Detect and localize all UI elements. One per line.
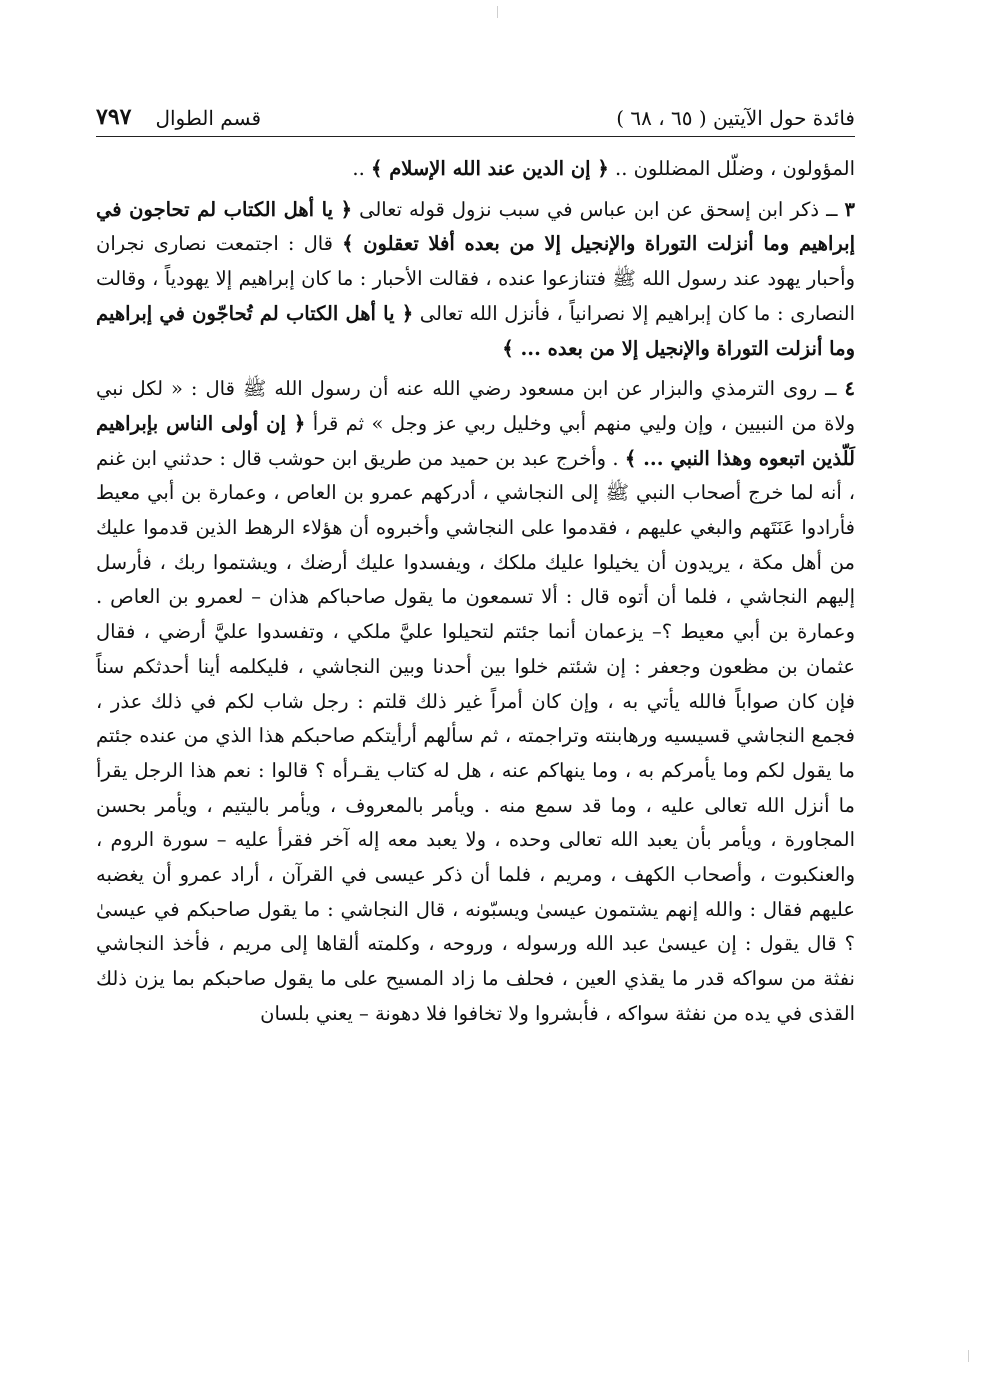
paragraph-2	[96, 193, 855, 367]
page-number: ٧٩٧	[96, 104, 132, 130]
body-text	[96, 152, 855, 1032]
page-header	[96, 96, 855, 130]
header-divider	[96, 136, 855, 137]
scan-mark-bottom	[968, 1350, 969, 1362]
paragraph-2-quote-2: ﴿ يا أهل الكتاب لم تُحاجّون في إبراهيم وما أنزلت التوراة والإنجيل إلا من بعده ... ﴾	[96, 301, 855, 360]
paragraph-1-quote: ﴿ إن الدين عند الله الإسلام ﴾	[371, 157, 609, 180]
paragraph-2-text-a: ــ ذكر ابن إسحق عن ابن عباس في سبب نزول قوله تعالى	[352, 197, 845, 221]
paragraph-2-quote: ﴿ يا أهل الكتاب لم تحاجون في إبراهيم وما أنزلت التوراة والإنجيل إلا من بعده أفلا تعقلون ﴾	[96, 197, 855, 256]
paragraph-1-text-a: المؤولون ، وضلّل المضللون ..	[608, 157, 855, 180]
paragraph-3-quote: ﴿ إن أولى الناس بإبراهيم لَلّذين اتبعوه وهذا النبي ... ﴾	[96, 411, 855, 470]
paragraph-2-number: ٣	[844, 197, 855, 221]
paragraph-3-text-b: . وأخرج عبد بن حميد من طريق ابن حوشب قال : حدثني ابن غنم ، أنه لما خرج أصحاب النبي ﷺ إلى النجاشي ، أدركهم عمرو بن العاص ، وعمارة بن أبي معيط فأرادوا عَنَتَهم والبغي عليهم ، فقدموا على النجاشي وأخبروه أن هؤلاء الرهط الذين قدموا عليك من أهل مكة ، يريدون أن يخيلوا عليك ملكك ، ويفسدوا عليك أرضك ، ويشتموا ربك ، فأرسل إليهم النجاشي ، فلما أن أتوه قال : ألا تسمعون ما يقول صاحباكم هذان – لعمرو بن العاص . وعمارة بن أبي معيط ؟– يزعمان أنما جئتم لتحيلوا عليَّ ملكي ، وتفسدوا عليَّ أرضي ، فقال عثمان بن مظعون وجعفر : إن شئتم خلوا بين أحدنا وبين النجاشي ، فليكلمه أينا أحدثكم سناً فإن كان صواباً فالله يأتي به ، وإن كان أمراً غير ذلك قلتم : رجل شاب لكم في ذلك عذر ، فجمع النجاشي قسيسيه ورهابنته وتراجمته ، ثم سألهم أرأيتكم صاحبكم هذا الذي من عنده جئتم ما يقول لكم وما يأمركم به ، وما ينهاكم عنه ، هل له كتاب يقـرأه ؟ قالوا : نعم هذا الرجل يقرأ ما أنزل الله تعالى عليه ، وما قد سمع منه . ويأمر بالمعروف ، ويأمر باليتيم ، ويأمر بحسن المجاورة ، ويأمر بأن يعبد الله تعالى وحده ، ولا يعبد معه إله آخر فقرأ عليه – سورة الروم ، والعنكبوت ، وأصحاب الكهف ، ومريم ، فلما أن ذكر عيسى في القرآن ، أراد عمرو أن يغضبه عليهم فقال : والله إنهم يشتمون عيسىٰ ويسبّونه ، قال النجاشي : ما يقول صاحبكم في عيسىٰ ؟ قال يقول : إن عيسىٰ عبد الله ورسوله ، وروحه ، وكلمته ألقاها إلى مريم ، فأخذ النجاشي نفثة من سواكه قدر ما يقذي العين ، فحلف ما زاد المسيح على ما يقول صاحبكم بما يزن ذلك القذى في يده من نفثة سواكه ، فأبشروا ولا تخافوا فلا دهونة – يعني بلسان	[96, 446, 855, 1025]
paragraph-2-text-b: قال : اجتمعت نصارى نجران وأحبار يهود عند رسول الله ﷺ فتنازعوا عنده ، فقالت الأحبار : ما كان إبراهيم إلا يهودياً ، وقالت النصارى : ما كان إبراهيم إلا نصرانياً ، فأنزل الله تعالى	[96, 232, 855, 325]
paragraph-3-text-a: ــ روى الترمذي والبزار عن ابن مسعود رضي الله عنه أن رسول الله ﷺ قال : « لكل نبي ولاة من النبيين ، وإن وليي منهم أبي وخليل ربي عز وجل » ثم قرأ	[96, 377, 855, 435]
section-name: قسم الطوال	[155, 106, 261, 130]
paragraph-1	[96, 152, 855, 187]
paragraph-3	[96, 372, 855, 1031]
paragraph-1-text-b: ..	[352, 157, 371, 180]
paragraph-3-number: ٤	[844, 377, 855, 401]
chapter-title: فائدة حول الآيتين ( ٦٥ ، ٦٨ )	[616, 106, 855, 130]
header-left-group	[96, 104, 261, 130]
scan-mark-top	[497, 6, 498, 18]
